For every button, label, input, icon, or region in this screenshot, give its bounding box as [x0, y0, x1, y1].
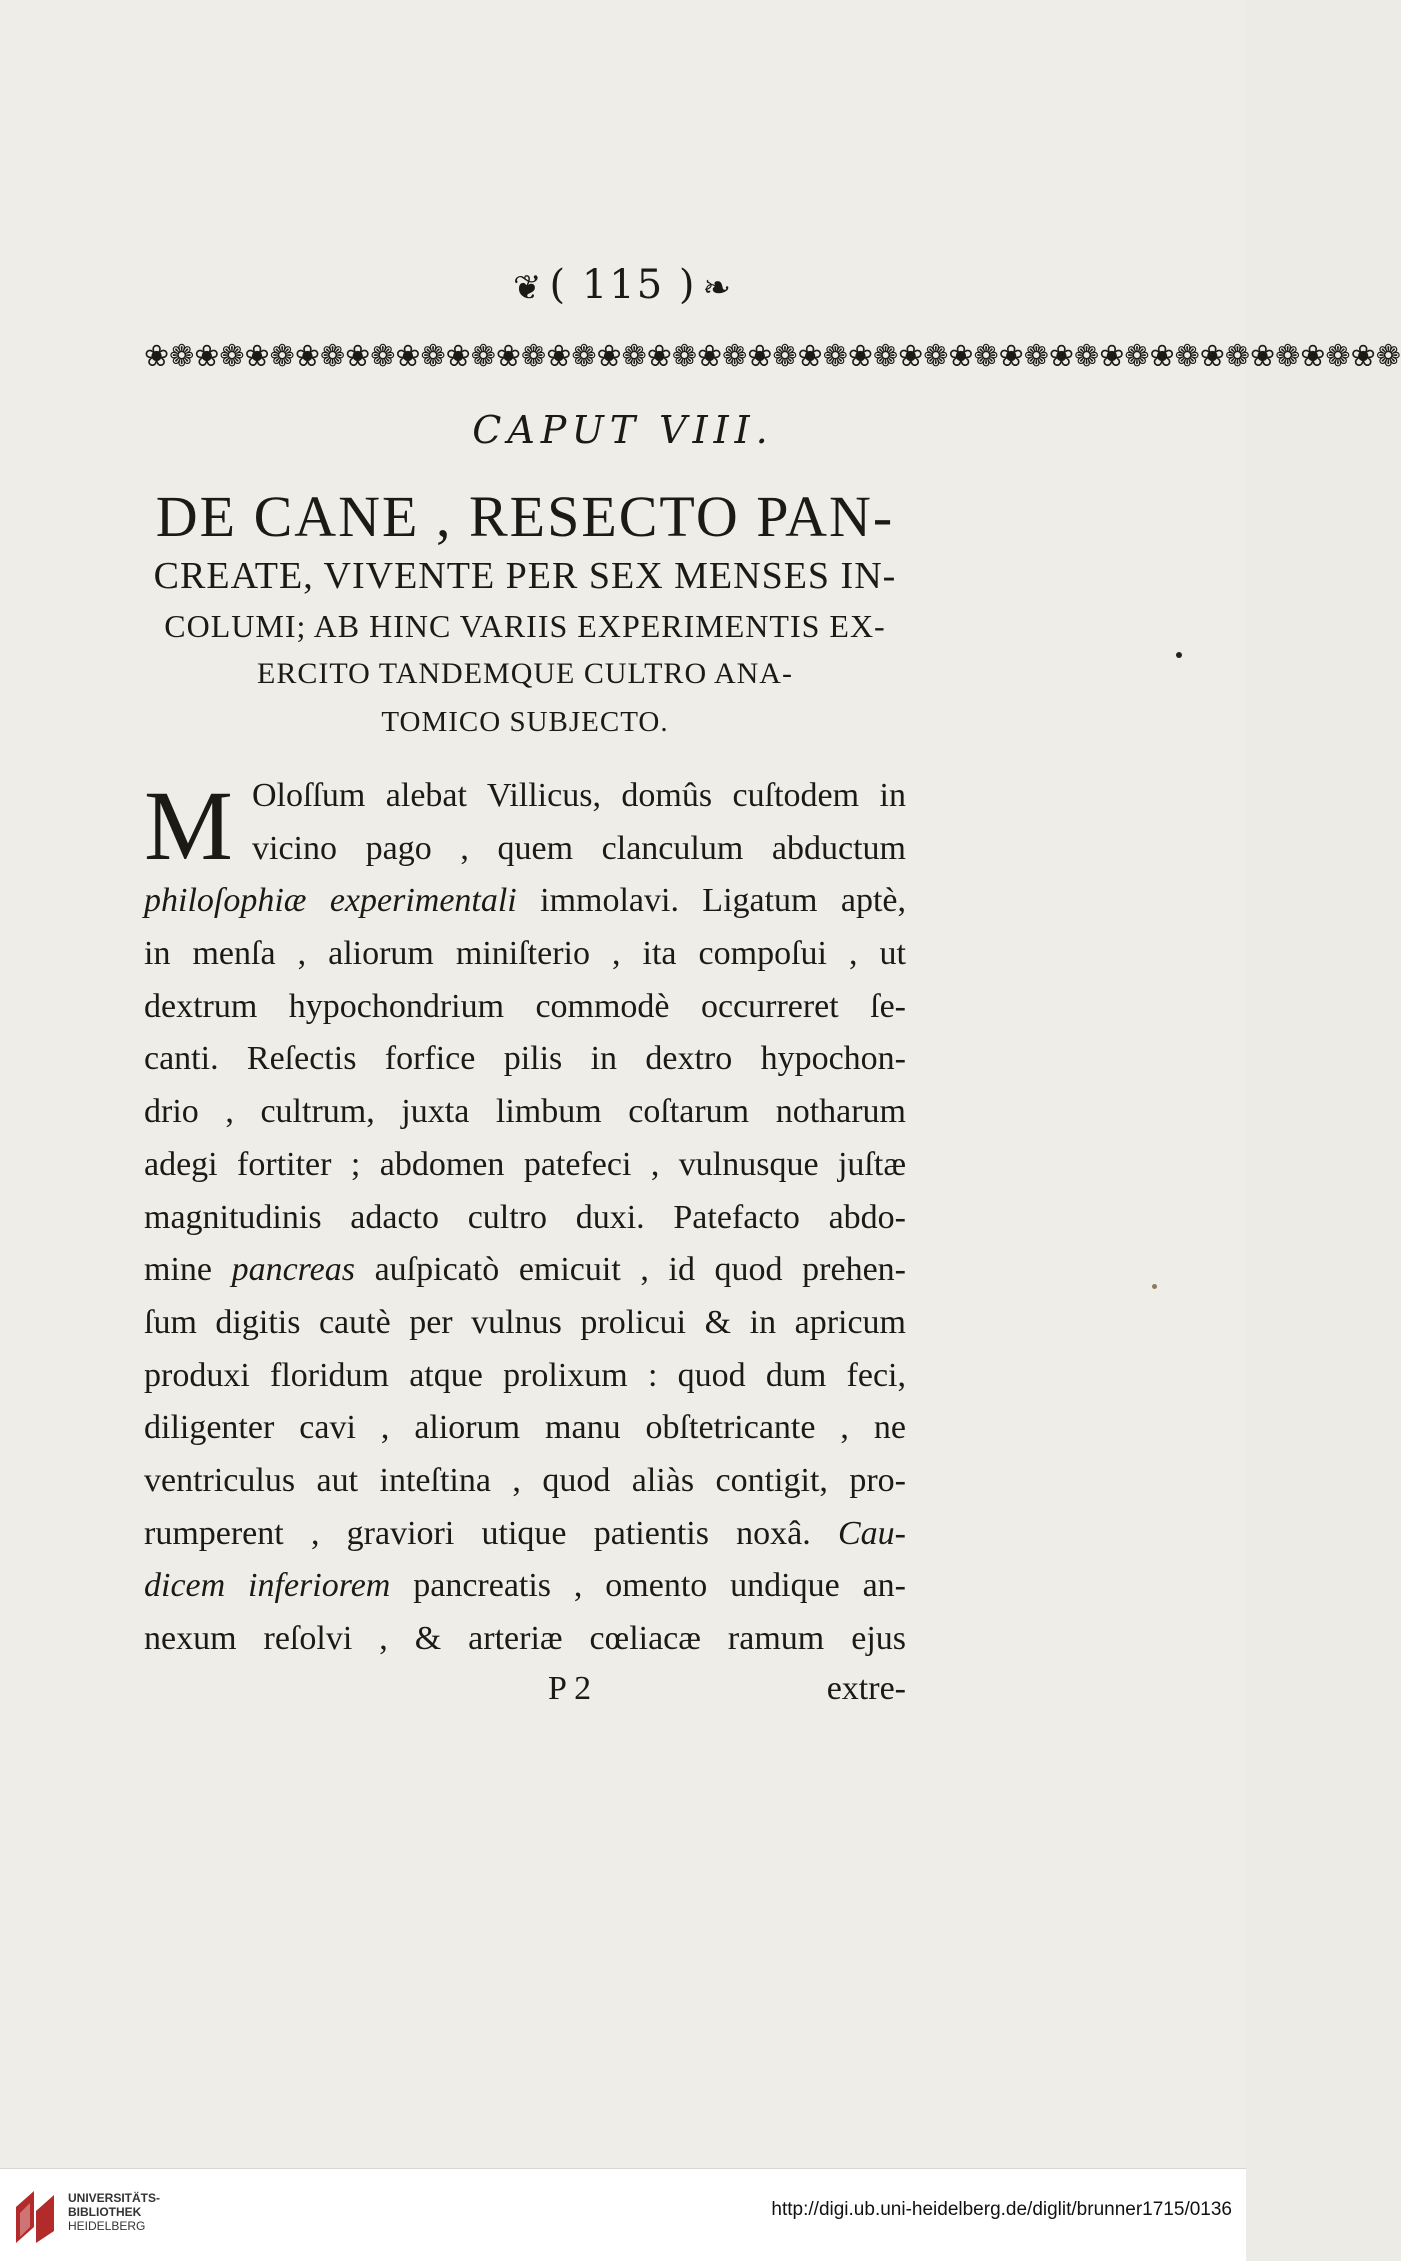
text-span: Oloſſum alebat Villicus, domûs cuſtodem in	[252, 777, 906, 814]
text-span: nexum reſolvi , & arteriæ cœliacæ ramum ejus	[144, 1620, 906, 1657]
text-line	[144, 928, 906, 981]
text-span: immolavi. Ligatum aptè,	[516, 882, 906, 920]
text-line	[144, 1192, 906, 1245]
text-span: adegi fortiter ; abdomen patefeci , vulnusque juſtæ	[144, 1145, 906, 1183]
text-line	[144, 875, 906, 928]
title-line: DE CANE , RESECTO PAN-	[155, 484, 895, 549]
text-line	[144, 981, 906, 1034]
fleuron-right-icon: ❧	[702, 268, 733, 308]
italic-text: philoſophiæ experimentali	[144, 882, 517, 920]
text-line	[144, 1508, 906, 1561]
text-line	[144, 1560, 906, 1613]
body-text	[144, 770, 906, 1666]
chapter-number: CAPUT VIII.	[472, 408, 774, 452]
chapter-title	[144, 484, 906, 746]
text-span: auſpicatò emicuit , id quod prehen-	[354, 1251, 906, 1289]
text-line	[144, 1033, 906, 1086]
italic-text: pancreas	[231, 1251, 355, 1289]
text-span: vicino pago , quem clanculum abductum	[252, 829, 906, 867]
library-name	[68, 2191, 160, 2233]
page-number-header	[0, 262, 1246, 308]
italic-text: Cau-	[838, 1514, 906, 1552]
signature-mark: P 2	[548, 1670, 592, 1707]
text-line	[144, 1139, 906, 1192]
library-name-line: HEIDELBERG	[68, 2219, 146, 2233]
university-library-logo-icon	[12, 2187, 58, 2247]
text-span: rumperent , graviori utique patientis noxâ.	[144, 1514, 838, 1552]
text-span: in menſa , aliorum miniſterio , ita compoſui , ut	[144, 935, 906, 973]
title-line: TOMICO SUBJECTO.	[381, 706, 669, 738]
text-span: ventriculus aut inteſtina , quod aliàs contigit, pro-	[144, 1461, 906, 1499]
text-line	[144, 1455, 906, 1508]
text-line	[144, 1297, 906, 1350]
library-name-line: BIBLIOTHEK	[68, 2205, 142, 2219]
library-name-line: UNIVERSITÄTS-	[68, 2191, 161, 2205]
source-url[interactable]: http://digi.ub.uni-heidelberg.de/diglit/brunner1715/0136	[771, 2199, 1232, 2220]
text-line	[144, 1350, 906, 1403]
text-span: dextrum hypochondrium commodè occurreret ſe-	[144, 987, 906, 1025]
digitization-footer	[0, 2168, 1246, 2261]
title-line: CREATE, VIVENTE PER SEX MENSES IN-	[153, 555, 897, 597]
page-number: ( 115 )	[549, 262, 697, 308]
title-line: ERCITO TANDEMQUE CULTRO ANA-	[257, 657, 793, 690]
text-line	[144, 770, 906, 823]
text-span: diligenter cavi , aliorum manu obſtetricante , ne	[144, 1409, 906, 1447]
text-line	[144, 823, 906, 876]
text-span: mine	[144, 1251, 232, 1289]
title-line: COLUMI; AB HINC VARIIS EXPERIMENTIS EX-	[164, 608, 886, 644]
ink-speck	[1176, 652, 1182, 658]
text-span: drio , cultrum, juxta limbum coſtarum notharum	[144, 1093, 906, 1131]
fleuron-left-icon: ❦	[513, 268, 544, 308]
text-line	[144, 1244, 906, 1297]
drop-capital: M	[144, 770, 233, 881]
text-span: canti. Reſectis forfice pilis in dextro hypochon-	[144, 1040, 906, 1078]
ornamental-border: ❀❁❀❁❀❁❀❁❀❁❀❁❀❁❀❁❀❁❀❁❀❁❀❁❀❁❀❁❀❁❀❁❀❁❀❁❀❁❀❁❀❁❀❁❀❁❀❁❀❁	[144, 339, 1401, 374]
text-line	[144, 1402, 906, 1455]
page-footer-marks	[144, 1670, 906, 1710]
text-span: ſum digitis cautè per vulnus prolicui & in apricum	[144, 1303, 906, 1341]
text-line	[144, 1613, 906, 1666]
text-span: pancreatis , omento undique an-	[390, 1567, 906, 1605]
italic-text: dicem inferiorem	[144, 1567, 391, 1605]
ink-speck	[1152, 1284, 1157, 1289]
text-span: produxi floridum atque prolixum : quod dum feci,	[144, 1356, 906, 1394]
catchword: extre-	[826, 1670, 906, 1707]
text-line	[144, 1086, 906, 1139]
text-span: magnitudinis adacto cultro duxi. Patefacto abdo-	[144, 1198, 906, 1236]
